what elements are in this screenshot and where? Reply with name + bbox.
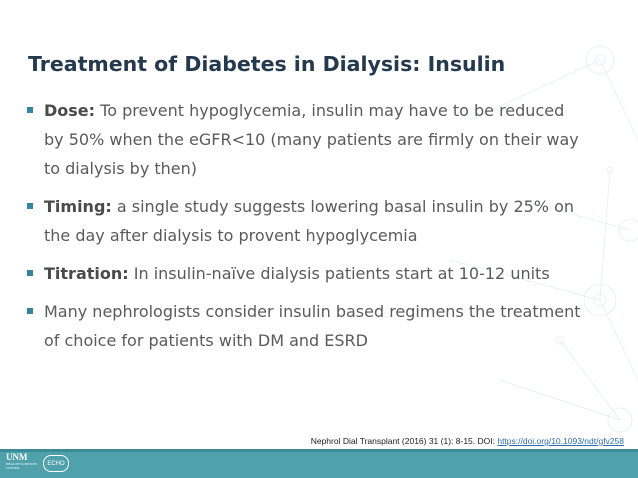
bullet-lead: Timing: [44, 197, 112, 216]
bullet-dose [26, 96, 586, 183]
citation-text: Nephrol Dial Transplant (2016) 31 (1): 8-15. DOI: [310, 436, 498, 446]
slide-title: Treatment of Diabetes in Dialysis: Insulin [28, 52, 506, 76]
echo-logo: ECHO [43, 455, 69, 472]
footer-edge [0, 449, 638, 452]
bullet-nephrologists [26, 297, 586, 355]
doi-link[interactable]: https://doi.org/10.1093/ndt/gfv258 [497, 436, 624, 446]
bullet-lead: Titration: [44, 264, 129, 283]
citation [311, 436, 624, 446]
bullet-list [26, 96, 586, 364]
footer-bar [0, 449, 638, 478]
bullet-marker-icon [27, 107, 33, 113]
bullet-text: To prevent hypoglycemia, insulin may have to be reduced by 50% when the eGFR<10 (many patients are firmly on their way to dialysis by then) [44, 101, 579, 178]
unm-logo-mark: UNM [6, 452, 28, 462]
bullet-marker-icon [27, 270, 33, 276]
bullet-titration [26, 259, 586, 288]
bullet-text: In insulin-naïve dialysis patients start at 10-12 units [128, 264, 550, 283]
bullet-marker-icon [27, 308, 33, 314]
bullet-text: Many nephrologists consider insulin based regimens the treatment of choice for patients with DM and ESRD [44, 302, 581, 350]
bullet-lead: Dose: [44, 101, 96, 120]
unm-logo [6, 453, 38, 473]
bullet-text: a single study suggests lowering basal insulin by 25% on the day after dialysis to provent hypoglycemia [44, 197, 575, 245]
bullet-timing [26, 192, 586, 250]
unm-logo-subtitle: HEALTH SCIENCES CENTER [6, 462, 38, 470]
bullet-marker-icon [27, 203, 33, 209]
